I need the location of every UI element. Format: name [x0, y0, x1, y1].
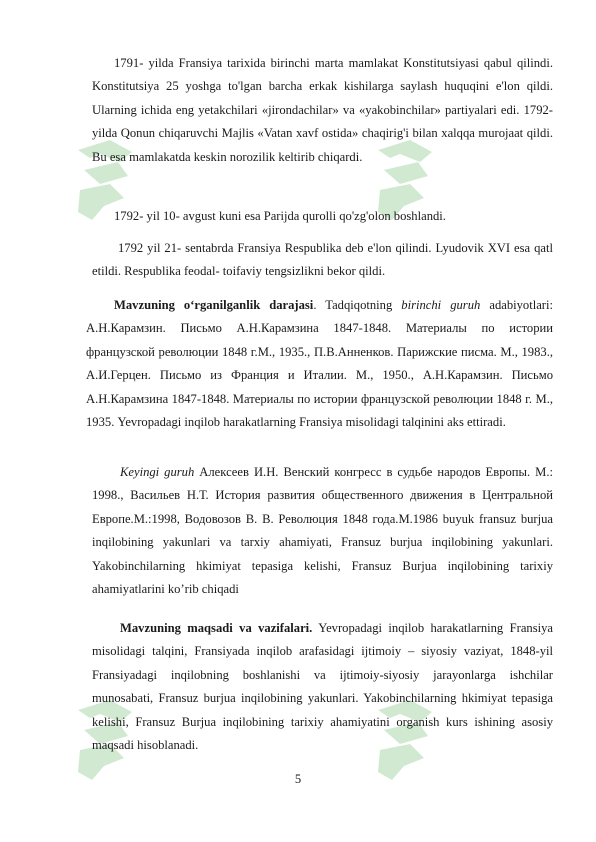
section-heading-goals: Mavzuning maqsadi va vazifalari.: [120, 621, 313, 635]
paragraph-2-text: 1792- yil 10- avgust kuni esa Parijda qurolli qo'zg'olon boshlandi.: [114, 209, 446, 223]
paragraph-4-text-a: . Tadqiqotning: [313, 298, 402, 312]
paragraph-2: [92, 205, 553, 228]
paragraph-3: [92, 237, 553, 284]
paragraph-1: [92, 52, 553, 169]
paragraph-4: [86, 294, 553, 434]
paragraph-6: [92, 617, 553, 757]
paragraph-5: [92, 461, 553, 601]
section-heading-level-of-study: Mavzuning o‘rganilganlik darajasi: [114, 298, 314, 312]
paragraph-4-text-b: adabiyotlari: А.Н.Карамзин. Письмо А.Н.Карамзина 1847-1848. Материалы по истории французской революции 1848 г.М., 1935., П.В.Анненков. Парижские писма. М., 1983., А.И.Герцен. Письмо из Франция и Италии. М., 1950., А.Н.Карамзин. Письмо А.Н.Карамзина 1847-1848. Материалы по истории французской революции 1848 г. М., 1935. Yevropadagi inqilob harakatlarning Fransiya misolidagi talqinini aks ettiradi.: [86, 298, 553, 430]
paragraph-6-text: Yevropadagi inqilob harakatlarning Fransiya misolidagi talqini, Fransiyada inqilob arafasidagi ijtimoiy – siyosiy vaziyat, 1848-yil Fransiyadagi inqilobning boshlanishi va ijtimoiy-siyosiy jarayonlarga ishchilar munosabati, Fransuz burjua inqilobining yakunlari. Yakobinchilarning hkimiyat tepasiga kelishi, Fransuz Burjua inqilobining tarixiy ahamiyatini organish kurs ishining asosiy maqsadi hisoblanadi.: [92, 621, 553, 753]
paragraph-3-text: 1792 yil 21- sentabrda Fransiya Respublika deb e'lon qilindi. Lyudovik XVI esa qatl etildi. Respublika feodal- toifaviy tengsizlikni bekor qildi.: [92, 241, 553, 279]
paragraph-5-text: Алексеев И.Н. Венский конгресс в судьбе народов Европы. М.: 1998., Васильев Н.Т. История развития общественного движения в Центральной Европе.М.:1998, Водовозов В. В. Революция 1848 года.М.1986 buyuk fransuz burjua inqilobining yakunlari va tarxiy ahamiyati, Fransuz burjua inqilobining yakunlari. Yakobinchilarning hkimiyat tepasiga kelishi, Fransuz Burjua inqilobining tarixiy ahamiyatlarini ko’rib chiqadi: [92, 465, 553, 597]
paragraph-1-text: 1791- yilda Fransiya tarixida birinchi marta mamlakat Konstitutsiyasi qabul qilindi. Konstitutsiya 25 yoshga to'lgan barcha erkak kishilarga saylash huquqini e'lon qildi. Ularning ichida eng yetakchilari «jirondachilar» va «yakobinchilar» partiyalari edi. 1792- yilda Qonun chiqaruvchi Majlis «Vatan xavf ostida» chaqirig'i bilan xalqqa murojaat qildi. Bu esa mamlakatda keskin norozilik keltirib chiqardi.: [92, 56, 553, 164]
paragraph-4-italic: birinchi guruh: [401, 298, 481, 312]
page-number: 5: [294, 772, 302, 786]
paragraph-5-italic: Keyingi guruh: [120, 465, 195, 479]
